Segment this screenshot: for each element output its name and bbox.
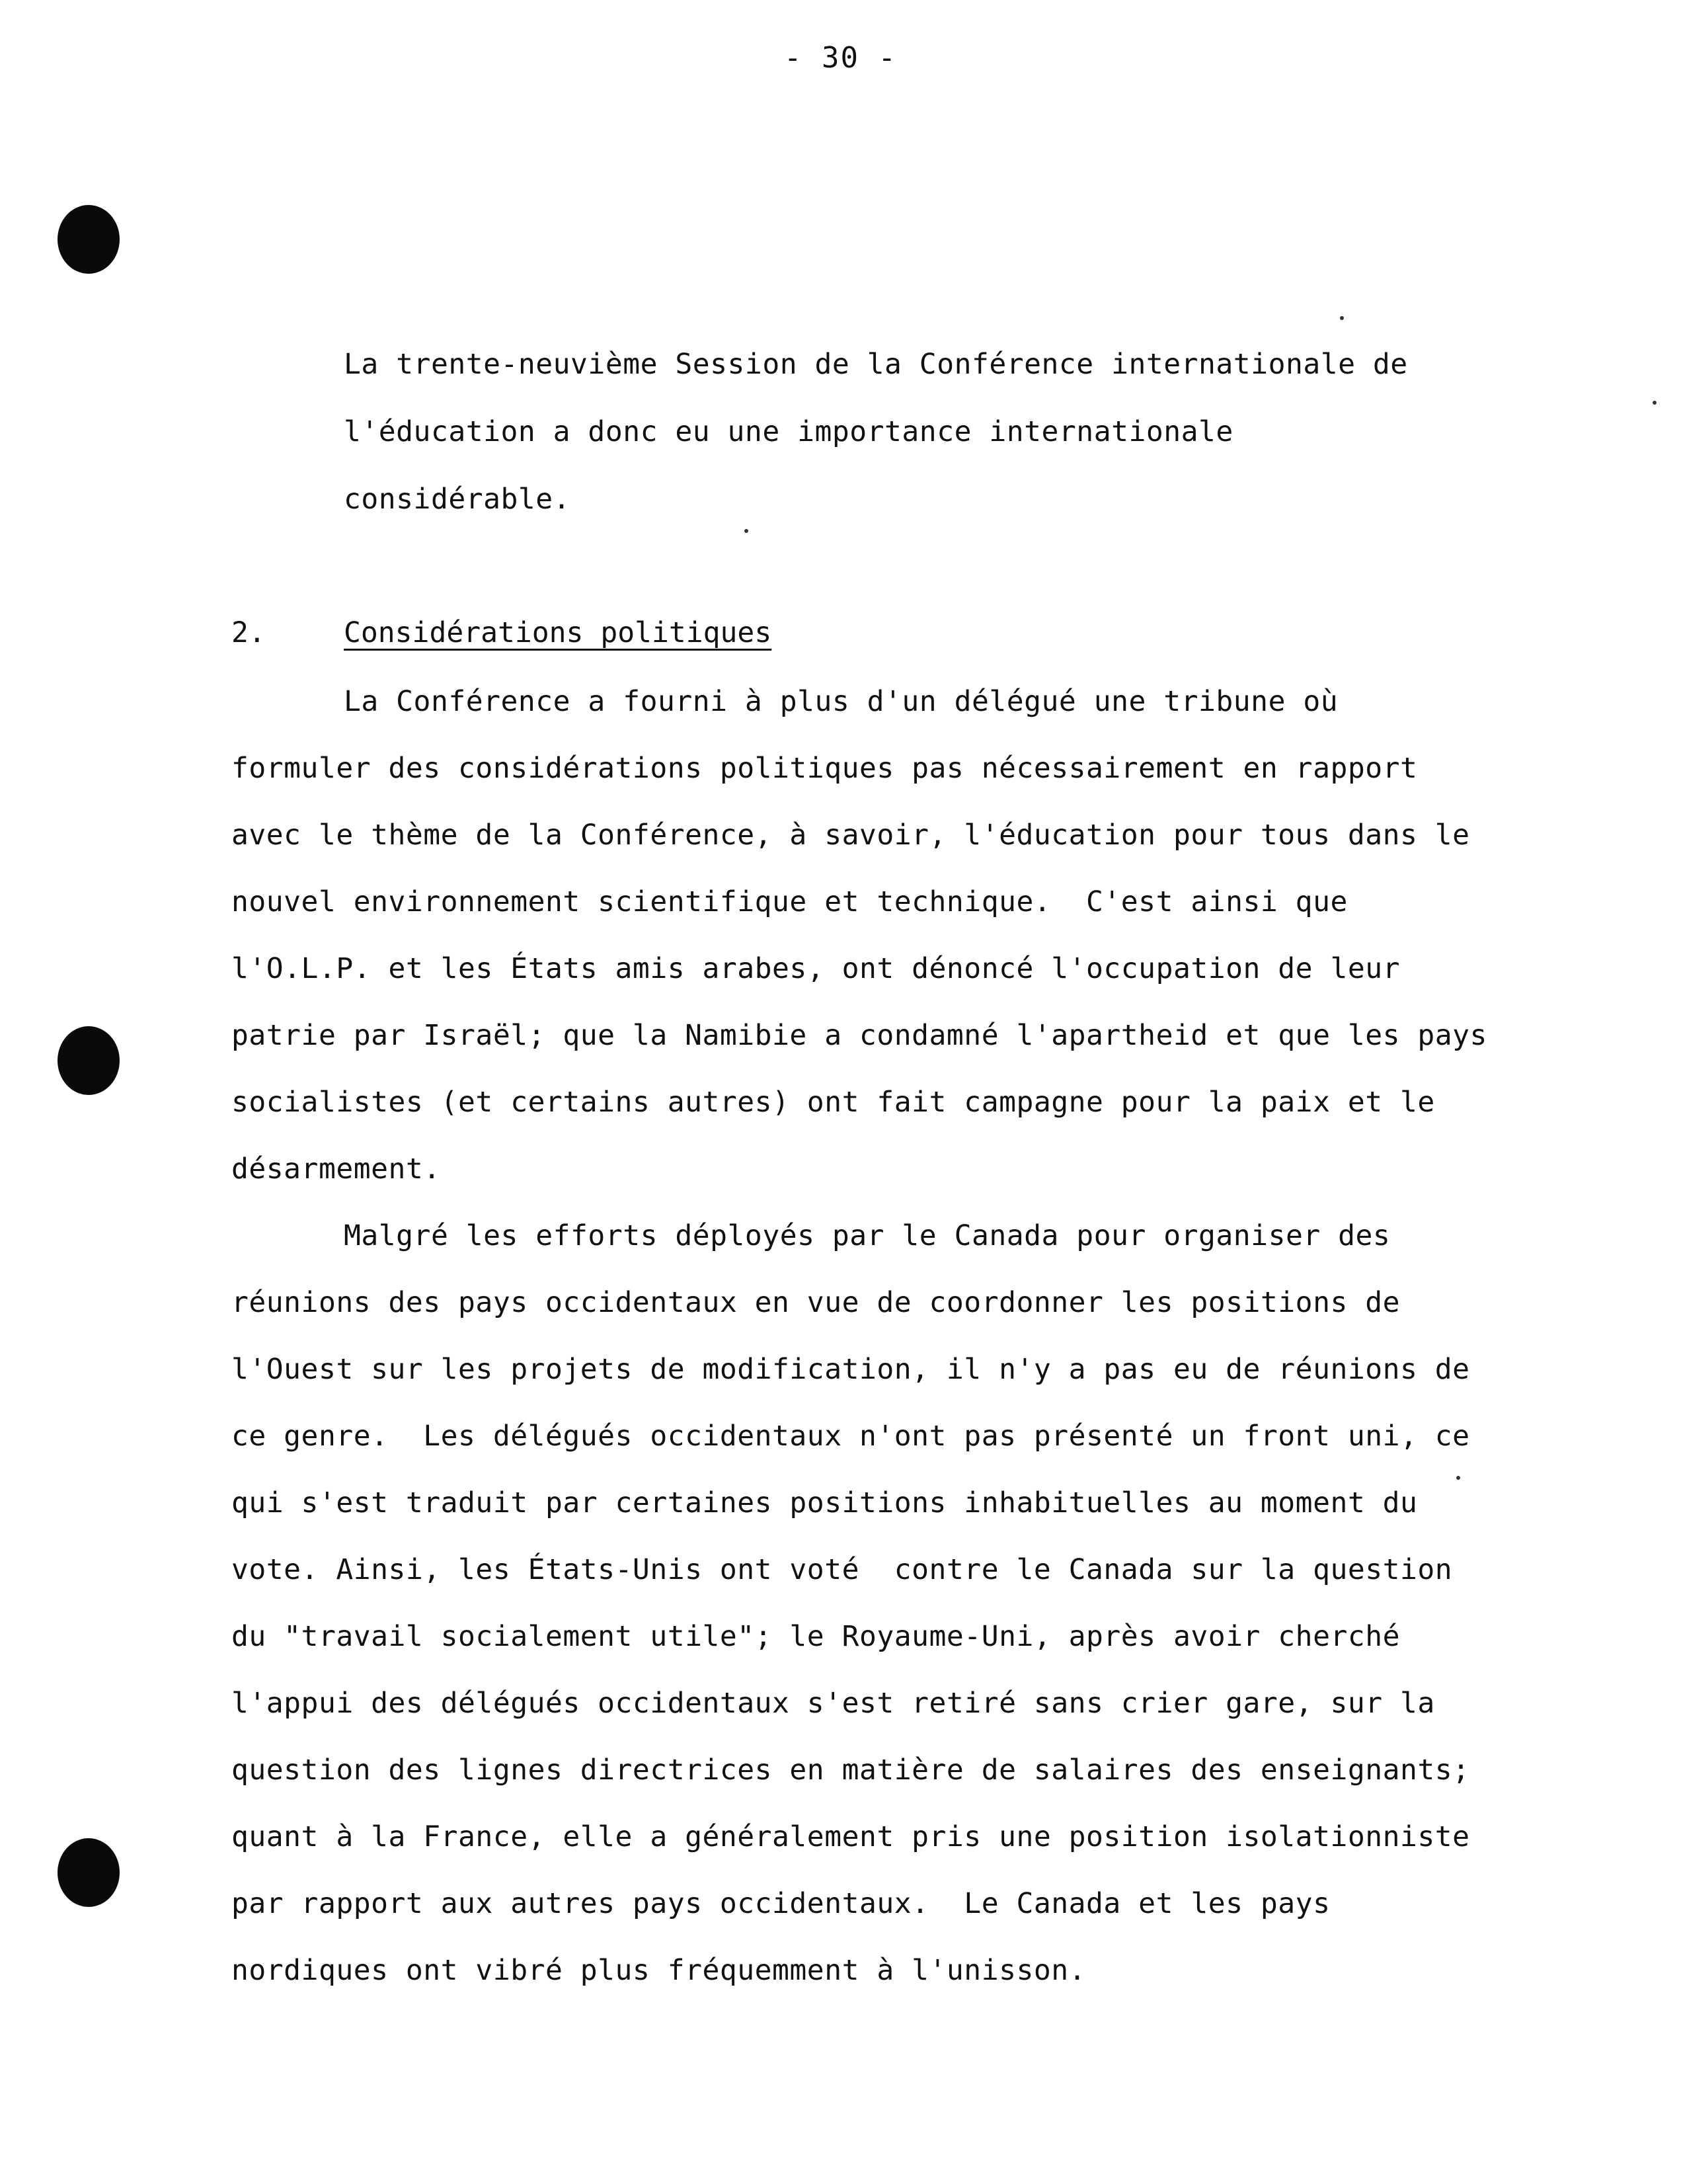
paragraph-line: qui s'est traduit par certaines positions inhabituelles au moment du — [231, 1486, 1418, 1519]
paragraph-line: nordiques ont vibré plus fréquemment à l'unisson. — [231, 1954, 1087, 1987]
scan-speck — [1456, 1476, 1460, 1480]
paragraph-line: vote. Ainsi, les États-Unis ont voté contre le Canada sur la question — [231, 1553, 1453, 1586]
paragraph-line: avec le thème de la Conférence, à savoir, l'éducation pour tous dans le — [231, 819, 1470, 852]
intro-line: considérable. — [344, 483, 571, 516]
paragraph-line: l'Ouest sur les projets de modification, il n'y a pas eu de réunions de — [231, 1353, 1470, 1386]
scan-speck — [744, 529, 748, 533]
punch-hole-bottom — [58, 1838, 120, 1907]
paragraph-line: formuler des considérations politiques pas nécessairement en rapport — [231, 752, 1418, 785]
section-title: Considérations politiques — [344, 616, 772, 649]
paragraph-line: ce genre. Les délégués occidentaux n'ont pas présenté un front uni, ce — [231, 1420, 1470, 1453]
punch-hole-middle — [58, 1026, 120, 1095]
section-number: 2. — [231, 616, 266, 649]
punch-hole-top — [58, 205, 120, 274]
paragraph-line: par rapport aux autres pays occidentaux. Le Canada et les pays — [231, 1887, 1331, 1920]
page-number: - 30 - — [784, 41, 897, 75]
paragraph-line: question des lignes directrices en matière de salaires des enseignants; — [231, 1754, 1470, 1787]
paragraph-line: nouvel environnement scientifique et technique. C'est ainsi que — [231, 885, 1348, 918]
intro-line: La trente-neuvième Session de la Conférence internationale de — [344, 348, 1408, 381]
paragraph-line: réunions des pays occidentaux en vue de coordonner les positions de — [231, 1286, 1401, 1319]
paragraph-line: désarmement. — [231, 1153, 441, 1186]
paragraph-line: l'appui des délégués occidentaux s'est retiré sans crier gare, sur la — [231, 1687, 1435, 1720]
scan-speck — [1653, 401, 1657, 405]
paragraph-line: quant à la France, elle a généralement pris une position isolationniste — [231, 1820, 1470, 1853]
paragraph-line: socialistes (et certains autres) ont fait campagne pour la paix et le — [231, 1086, 1435, 1119]
paragraph-line: l'O.L.P. et les États amis arabes, ont dénoncé l'occupation de leur — [231, 952, 1401, 985]
paragraph-line: Malgré les efforts déployés par le Canada pour organiser des — [344, 1219, 1391, 1252]
paragraph-line: du "travail socialement utile"; le Royaume-Uni, après avoir cherché — [231, 1620, 1401, 1653]
scan-speck — [1340, 316, 1344, 320]
paragraph-line: La Conférence a fourni à plus d'un délégué une tribune où — [344, 685, 1339, 718]
paragraph-line: patrie par Israël; que la Namibie a condamné l'apartheid et que les pays — [231, 1019, 1487, 1052]
intro-line: l'éducation a donc eu une importance internationale — [344, 415, 1233, 448]
